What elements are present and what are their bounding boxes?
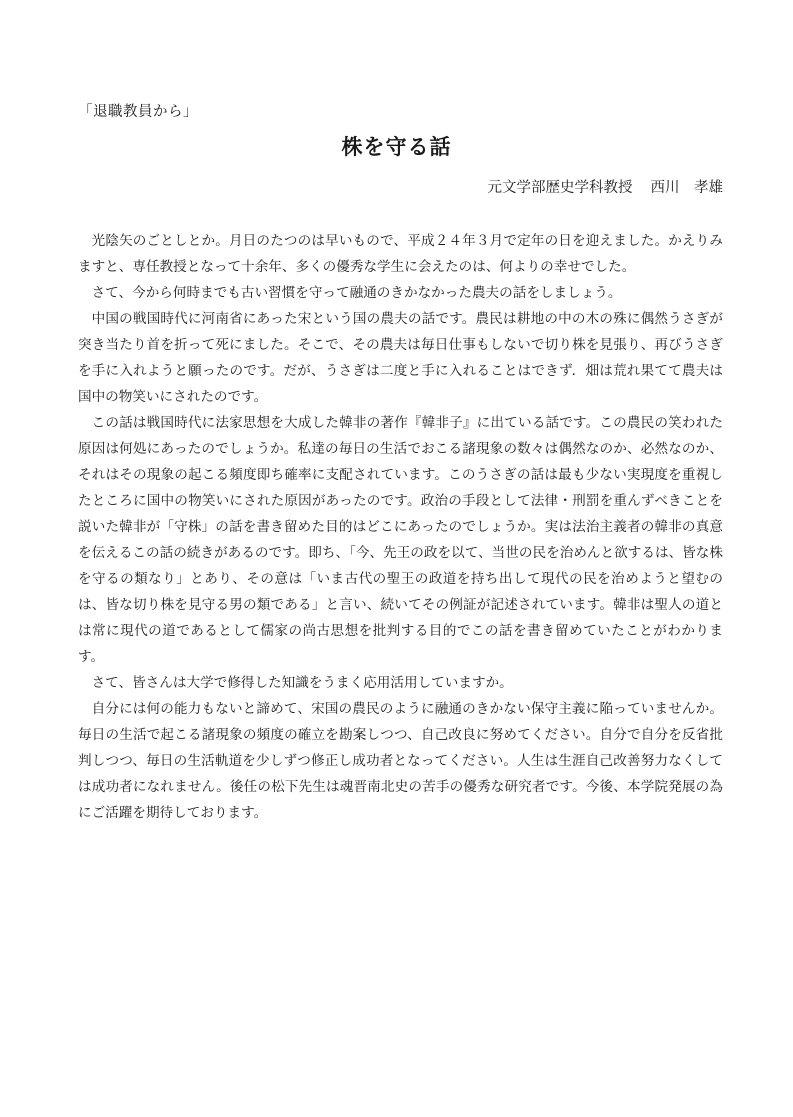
author-line — [488, 176, 724, 197]
paragraph: さて、今から何時までも古い習慣を守って融通のきかなかった農夫の話をしましょう。 — [91, 285, 622, 301]
author-name: 西川 孝雄 — [650, 180, 723, 196]
paragraph: 光陰矢のごとしとか。月日のたつのは早いもので、平成２４年３月で定年の日を迎えました。かえりみますと、専任教授となって十余年、多くの優秀な学生に会えたのは、何よりの幸せでした。 — [78, 233, 723, 275]
paragraph: この話は戦国時代に法家思想を大成した韓非の著作『韓非子』に出ている話です。この農民の笑われた原因は何処にあったのでしょうか。私達の毎日の生活でおこる諸現象の数々は偶然なのか、必然なのか、それはその現象の起こる頻度即ち確率に支配されています。このうさぎの話は最も少ない実現度を重視したところに国中の物笑いにされた原因があったのです。政治の手段として法律・刑罰を重んずべきことを説いた韓非が「守株」の話を書き留めた目的はどこにあったのでしょうか。実は法治主義者の韓非の真意を伝えるこの話の続きがあるのです。即ち、「今、先王の政を以て、当世の民を治めんと欲するは、皆な株を守るの類なり」とあり、その意は「いま古代の聖王の政道を持ち出して現代の民を治めようと望むのは、皆な切り株を見守る男の類である」と言い、続いてその例証が記述されています。韓非は聖人の道とは常に現代の道であるとして儒家の尚古思想を批判する目的でこの話を書き留めていたことがわかります。 — [78, 415, 723, 665]
author-affiliation: 元文学部歴史学科教授 — [487, 180, 633, 196]
series-label: 「退職教員から」 — [78, 104, 198, 120]
paragraph: 中国の戦国時代に河南省にあった宋という国の農夫の話です。農民は耕地の中の木の殊に偶然うさぎが突き当たり首を折って死にました。そこで、その農夫は毎日仕事もしないで切り株を見張り、再びうさぎを手に入れようと願ったのです。だが、うさぎは二度と手に入れることはできず．畑は荒れ果てて農夫は国中の物笑いにされたのです。 — [78, 311, 723, 405]
article-title: 株を守る話 — [341, 135, 452, 159]
paragraph: さて、皆さんは大学で修得した知識をうまく応用活用していますか。 — [91, 675, 513, 691]
article-body — [78, 228, 723, 826]
paragraph: 自分には何の能力もないと諦めて、宋国の農民のように融通のきかない保守主義に陥っていませんか。毎日の生活で起こる諸現象の頻度の確立を勘案しつつ、自己改良に努めてください。自分で自分を反省批判しつつ、毎日の生活軌道を少しずつ修正し成功者となってください。人生は生涯自己改善努力なくしては成功者になれません。後任の松下先生は魂晋南北史の苦手の優秀な研究者です。今後、本学院発展の為にご活躍を期待しております。 — [78, 701, 723, 821]
